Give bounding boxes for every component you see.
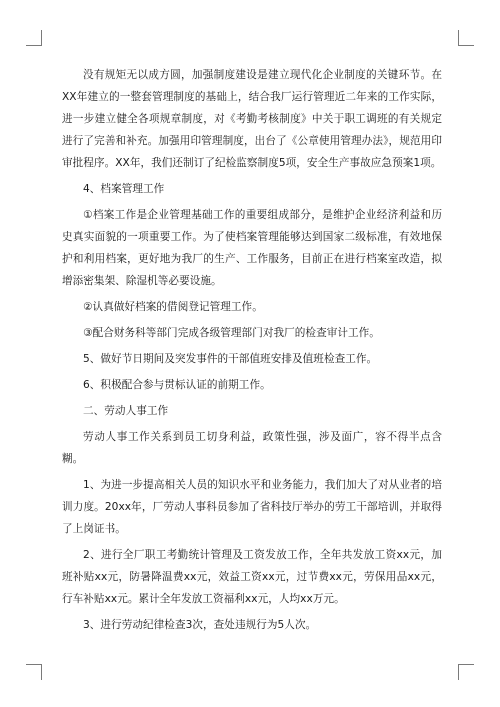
paragraph-audit-cooperation: ③配合财务科等部门完成各级管理部门对我厂的检查审计工作。 <box>83 327 380 339</box>
paragraph-training: 1、为进一步提高相关人员的知识水平和业务能力，我们加大了对从业者的培训力度。20xx年，厂劳动人事科员参加了省科技厅举办的劳工干部培训，并取得了上岗证书。 <box>62 479 442 535</box>
paragraph-certification: 6、积极配合参与贯标认证的前期工作。 <box>83 379 271 391</box>
crop-mark-bottom-right-vertical <box>458 664 459 680</box>
crop-mark-bottom-left-horizontal <box>26 664 42 665</box>
paragraph-system-building: 没有规矩无以成方圆，加强制度建设是建立现代化企业制度的关键环节。在XX年建立的一整套管理制度的基础上，结合我厂运行管理近二年来的工作实际，进一步建立健全各项规章制度，对《考勤考核制度》中关于职工调班的有关规定进行了完善和补充。加强用印管理制度，出台了《公章使用管理办法》，规范用印审批程序。XX年，我们还制订了纪检监察制度5项，安全生产事故应急预案1项。 <box>62 69 442 169</box>
crop-mark-bottom-left-vertical <box>41 664 42 680</box>
crop-mark-bottom-right-horizontal <box>458 664 474 665</box>
document-body <box>62 64 442 636</box>
crop-mark-top-right-horizontal <box>458 45 474 46</box>
crop-mark-top-right-vertical <box>458 30 459 46</box>
crop-mark-top-left-vertical <box>41 30 42 46</box>
paragraph-discipline-check: 3、进行劳动纪律检查3次，查处违规行为5人次。 <box>83 619 317 631</box>
paragraph-holiday-duty: 5、做好节日期间及突发事件的干部值班安排及值班检查工作。 <box>83 353 378 365</box>
heading-archive-management: 4、档案管理工作 <box>83 183 165 195</box>
heading-labor-personnel: 二、劳动人事工作 <box>83 405 169 417</box>
crop-mark-top-left-horizontal <box>26 45 42 46</box>
paragraph-archive-importance: ①档案工作是企业管理基础工作的重要组成部分，是维护企业经济利益和历史真实面貌的一项重要工作。为了使档案管理能够达到国家二级标准，有效地保护和利用档案，更好地为我厂的生产、工作服务，目前正在进行档案室改造，拟增添密集架、除湿机等必要设施。 <box>62 209 442 287</box>
paragraph-archive-borrowing: ②认真做好档案的借阅登记管理工作。 <box>83 301 263 313</box>
paragraph-wages: 2、进行全厂职工考勤统计管理及工资发放工作，全年共发放工资xx元，加班补贴xx元，防暑降温费xx元，效益工资xx元，过节费xx元，劳保用品xx元，行车补贴xx元。累计全年发放工资福利xx元，人均xx万元。 <box>62 549 442 605</box>
paragraph-labor-intro: 劳动人事工作关系到员工切身利益，政策性强，涉及面广，容不得半点含糊。 <box>62 431 442 465</box>
